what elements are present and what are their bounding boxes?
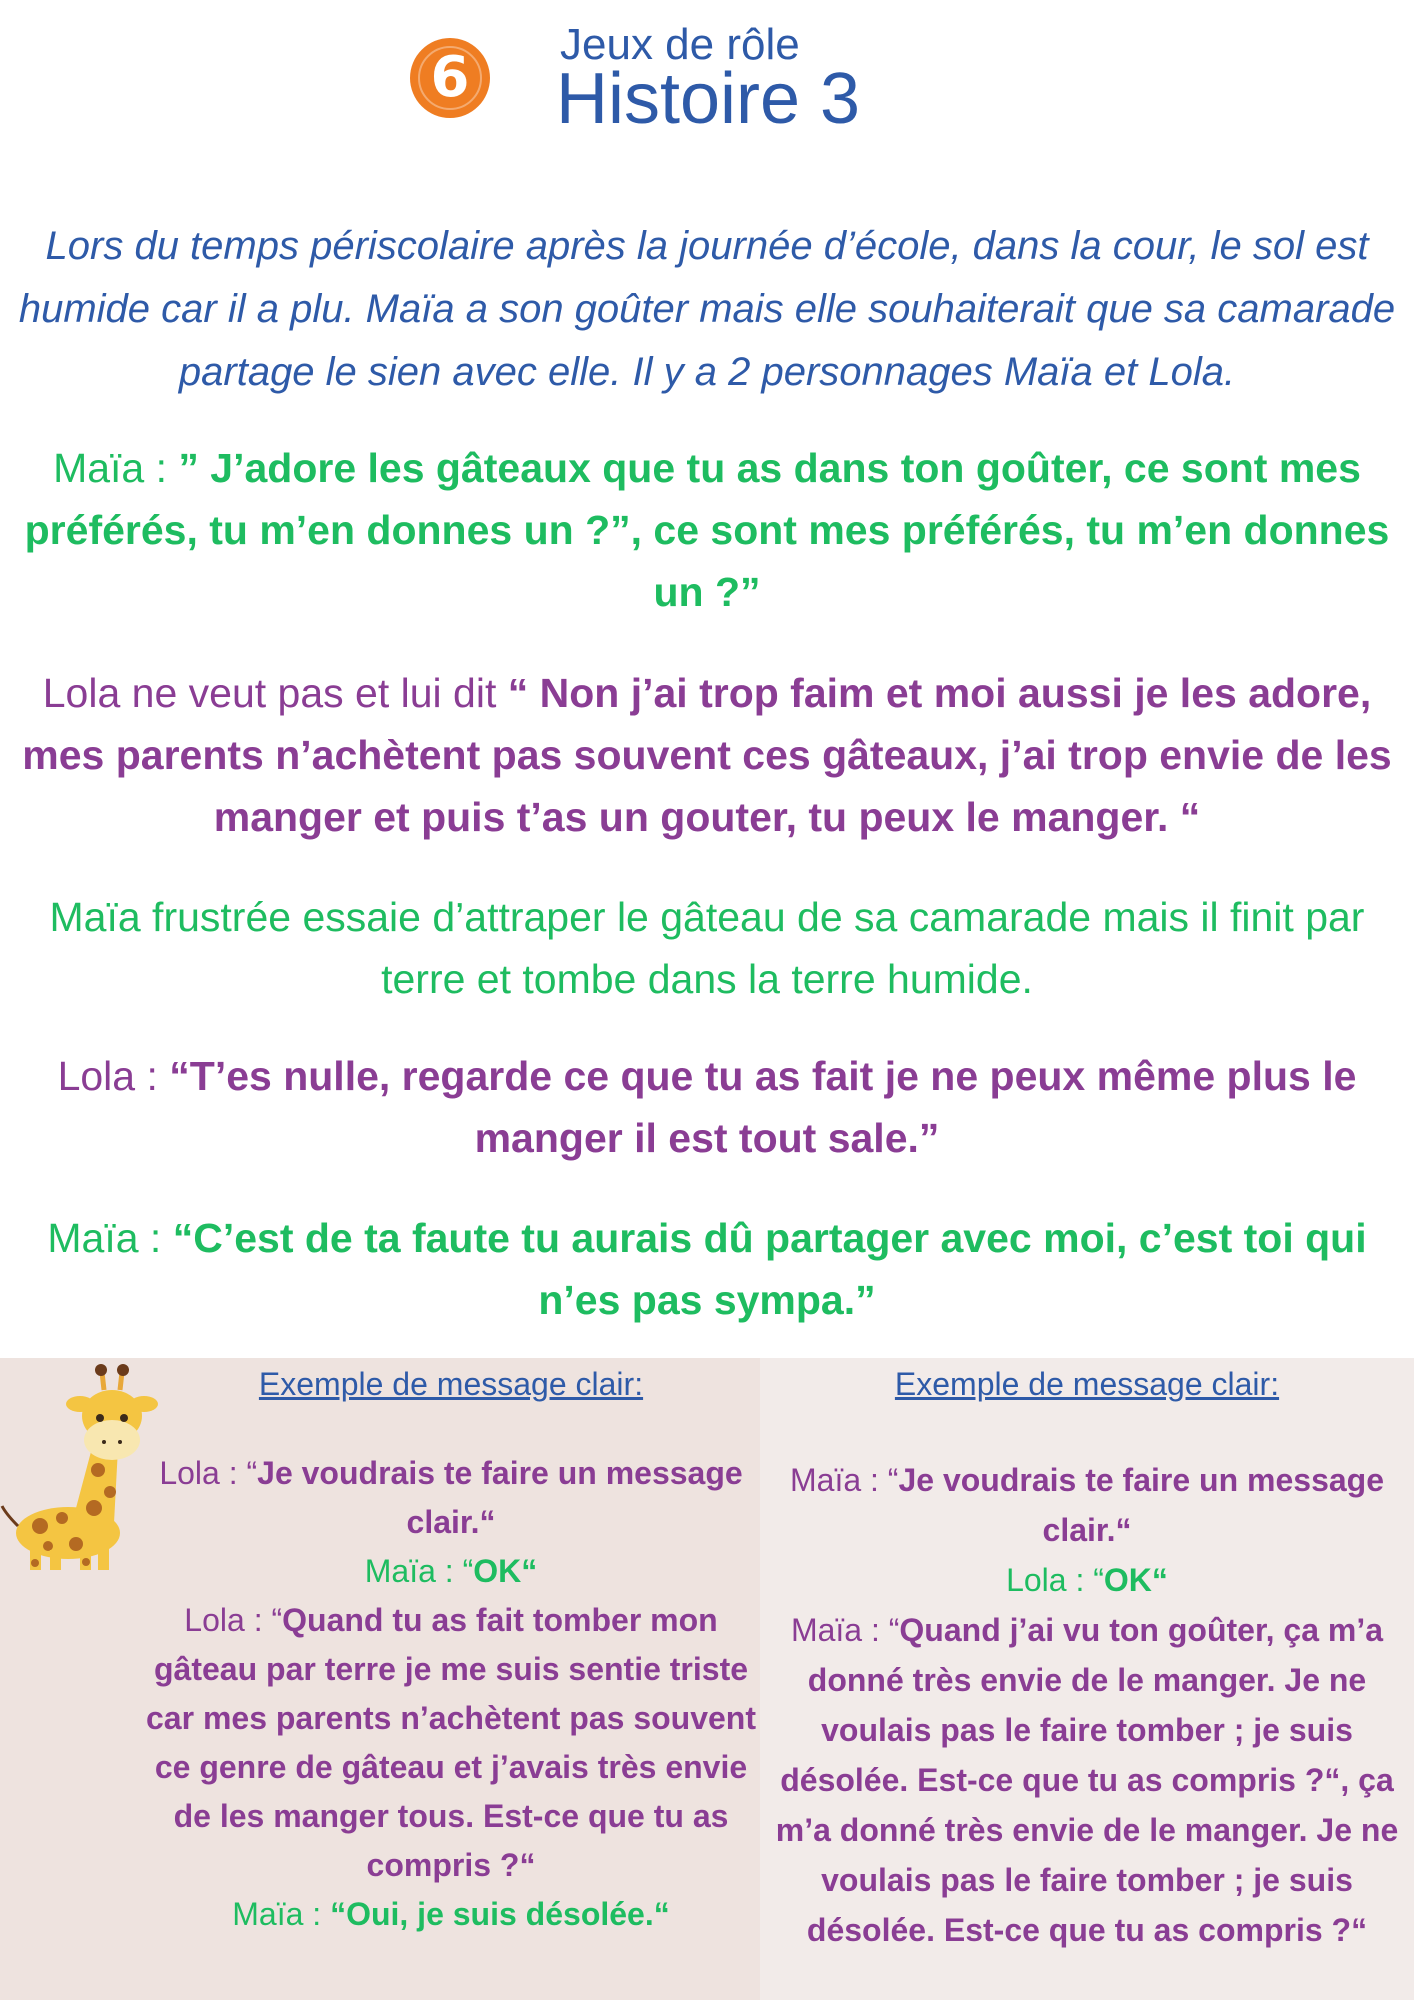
- quote-text: “C’est de ta faute tu aurais dû partager avec moi, c’est toi qui n’es pas sympa.”: [172, 1215, 1367, 1323]
- quote-text: Quand j’ai vu ton goûter, ça m’a donné très envie de le manger. Je ne voulais pas le faire tomber ; je suis désolée. Est-ce que tu as compris ?“, ça m’a donné très envie de le manger. Je ne voulais pas le faire tomber ; je suis désolée. Est-ce que tu as compris ?“: [775, 1612, 1399, 1948]
- speaker-label: Lola : “: [184, 1602, 283, 1638]
- speaker-label: Lola : “: [1006, 1562, 1104, 1598]
- narration-text: Lola ne veut pas et lui dit: [42, 670, 508, 716]
- example-title: Exemple de message clair:: [894, 1366, 1280, 1402]
- giraffe-illustration: [0, 1358, 160, 1574]
- example-line: [145, 1449, 757, 1547]
- quote-text: Quand tu as fait tomber mon gâteau par terre je me suis sentie triste car mes parents n’achètent pas souvent ce genre de gâteau et j’avais très envie de les manger tous. Est-ce que tu as compris ?“: [146, 1602, 756, 1883]
- narration-paragraph: Maïa frustrée essaie d’attraper le gâteau de sa camarade mais il finit par terre et tombe dans la terre humide.: [49, 894, 1365, 1002]
- quote-text: “Oui, je suis désolée.“: [330, 1896, 670, 1932]
- example-line: [770, 1605, 1404, 1955]
- speaker-label: Lola :: [57, 1053, 170, 1099]
- example-box-right: [760, 1358, 1414, 2000]
- example-title: Exemple de message clair:: [258, 1366, 644, 1402]
- dialogue-lola-1: [6, 662, 1408, 848]
- example-line: [145, 1890, 757, 1939]
- speaker-label: Maïa : “: [790, 1612, 900, 1648]
- quote-text: Je voudrais te faire un message clair.“: [257, 1455, 743, 1540]
- speaker-label: Maïa : “: [789, 1462, 899, 1498]
- example-dialogue: [145, 1449, 757, 1939]
- page-subtitle: Jeux de rôle: [560, 20, 800, 69]
- examples-section: [0, 1358, 1414, 2000]
- intro-paragraph: Lors du temps périscolaire après la journée d’école, dans la cour, le sol est humide car il a plu. Maïa a son goûter mais elle souhaiterait que sa camarade partage le sien avec elle. Il y a 2 personnages Maïa et Lola.: [18, 224, 1396, 394]
- quote-text: “T’es nulle, regarde ce que tu as fait je ne peux même plus le manger il est tout sale.”: [169, 1053, 1357, 1161]
- example-line: [145, 1547, 757, 1596]
- example-line: [145, 1596, 757, 1890]
- example-box-left: [0, 1358, 757, 2000]
- dialogue-lola-2: [6, 1045, 1408, 1169]
- page-title: Histoire 3: [556, 59, 861, 139]
- speaker-label: Maïa :: [232, 1896, 331, 1932]
- example-line: [770, 1555, 1404, 1605]
- speaker-label: Maïa :: [47, 1215, 173, 1261]
- dialogue-maia-2: [6, 1207, 1408, 1331]
- example-line: [770, 1455, 1404, 1555]
- left-box-content: [145, 1366, 757, 1939]
- quote-text: OK“: [1103, 1562, 1168, 1598]
- header: [0, 18, 1414, 138]
- example-dialogue: [770, 1455, 1404, 1955]
- speaker-label: Lola : “: [159, 1455, 258, 1491]
- right-box-content: [770, 1366, 1404, 1955]
- quote-text: Je voudrais te faire un message clair.“: [898, 1462, 1384, 1548]
- number-badge: [410, 38, 490, 118]
- dialogue-maia-1: [6, 437, 1408, 623]
- quote-text: “ Non j’ai trop faim et moi aussi je les adore, mes parents n’achètent pas souvent ces gâteaux, j’ai trop envie de les manger et puis t’as un gouter, tu peux le manger. “: [22, 670, 1392, 840]
- quote-text: ” J’adore les gâteaux que tu as dans ton goûter, ce sont mes préférés, tu m’en donnes un ?”, ce sont mes préférés, tu m’en donnes un ?”: [24, 445, 1390, 615]
- quote-text: OK“: [473, 1553, 538, 1589]
- badge-number: 6: [430, 45, 470, 110]
- speaker-label: Maïa :: [53, 445, 179, 491]
- speaker-label: Maïa : “: [364, 1553, 474, 1589]
